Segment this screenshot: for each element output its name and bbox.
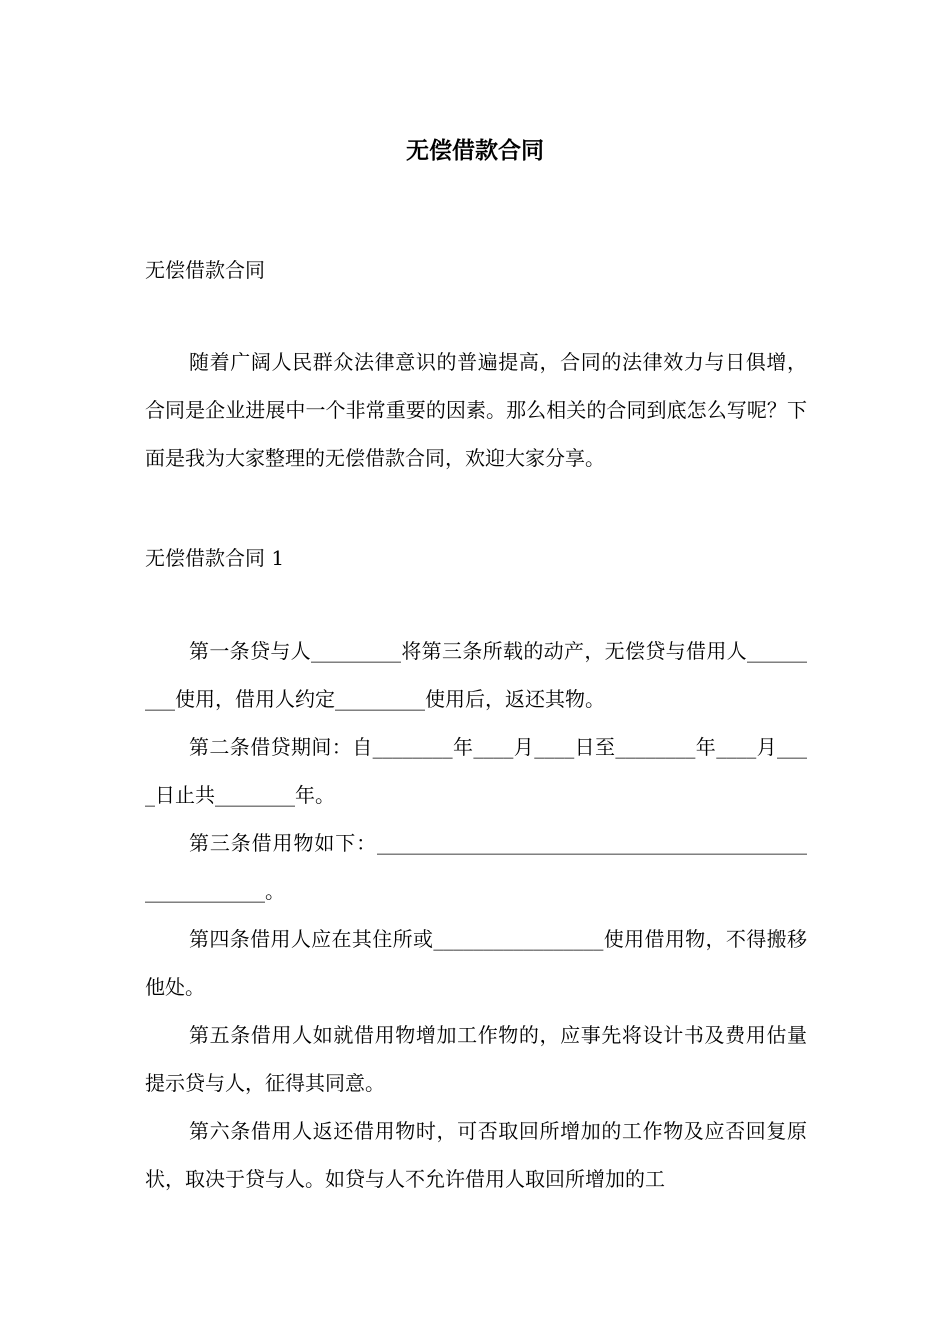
article-6: 第六条借用人返还借用物时，可否取回所增加的工作物及应否回复原状，取决于贷与人。如贷与人不允许借用人取回所增加的工 xyxy=(145,1119,807,1191)
section-heading-contract-1: 无偿借款合同 1 xyxy=(145,546,285,570)
document-title: 无偿借款合同 xyxy=(406,138,544,164)
contract-articles xyxy=(145,627,807,1203)
article-2: 第二条借贷期间：自________年____月____日至________年____月____日止共________年。 xyxy=(145,735,807,807)
article-3: 第三条借用物如下：_______________________________________________________。 xyxy=(145,831,807,903)
section-heading-main: 无偿借款合同 xyxy=(145,258,265,282)
article-1: 第一条贷与人_________将第三条所载的动产，无偿贷与借用人_________使用，借用人约定_________使用后，返还其物。 xyxy=(145,639,807,711)
intro-paragraph: 随着广阔人民群众法律意识的普遍提高，合同的法律效力与日俱增，合同是企业进展中一个非常重要的因素。那么相关的合同到底怎么写呢？下面是我为大家整理的无偿借款合同，欢迎大家分享。 xyxy=(145,350,807,470)
article-5: 第五条借用人如就借用物增加工作物的，应事先将设计书及费用估量提示贷与人，征得其同意。 xyxy=(145,1023,807,1095)
article-4: 第四条借用人应在其住所或_________________使用借用物，不得搬移他处。 xyxy=(145,927,807,999)
